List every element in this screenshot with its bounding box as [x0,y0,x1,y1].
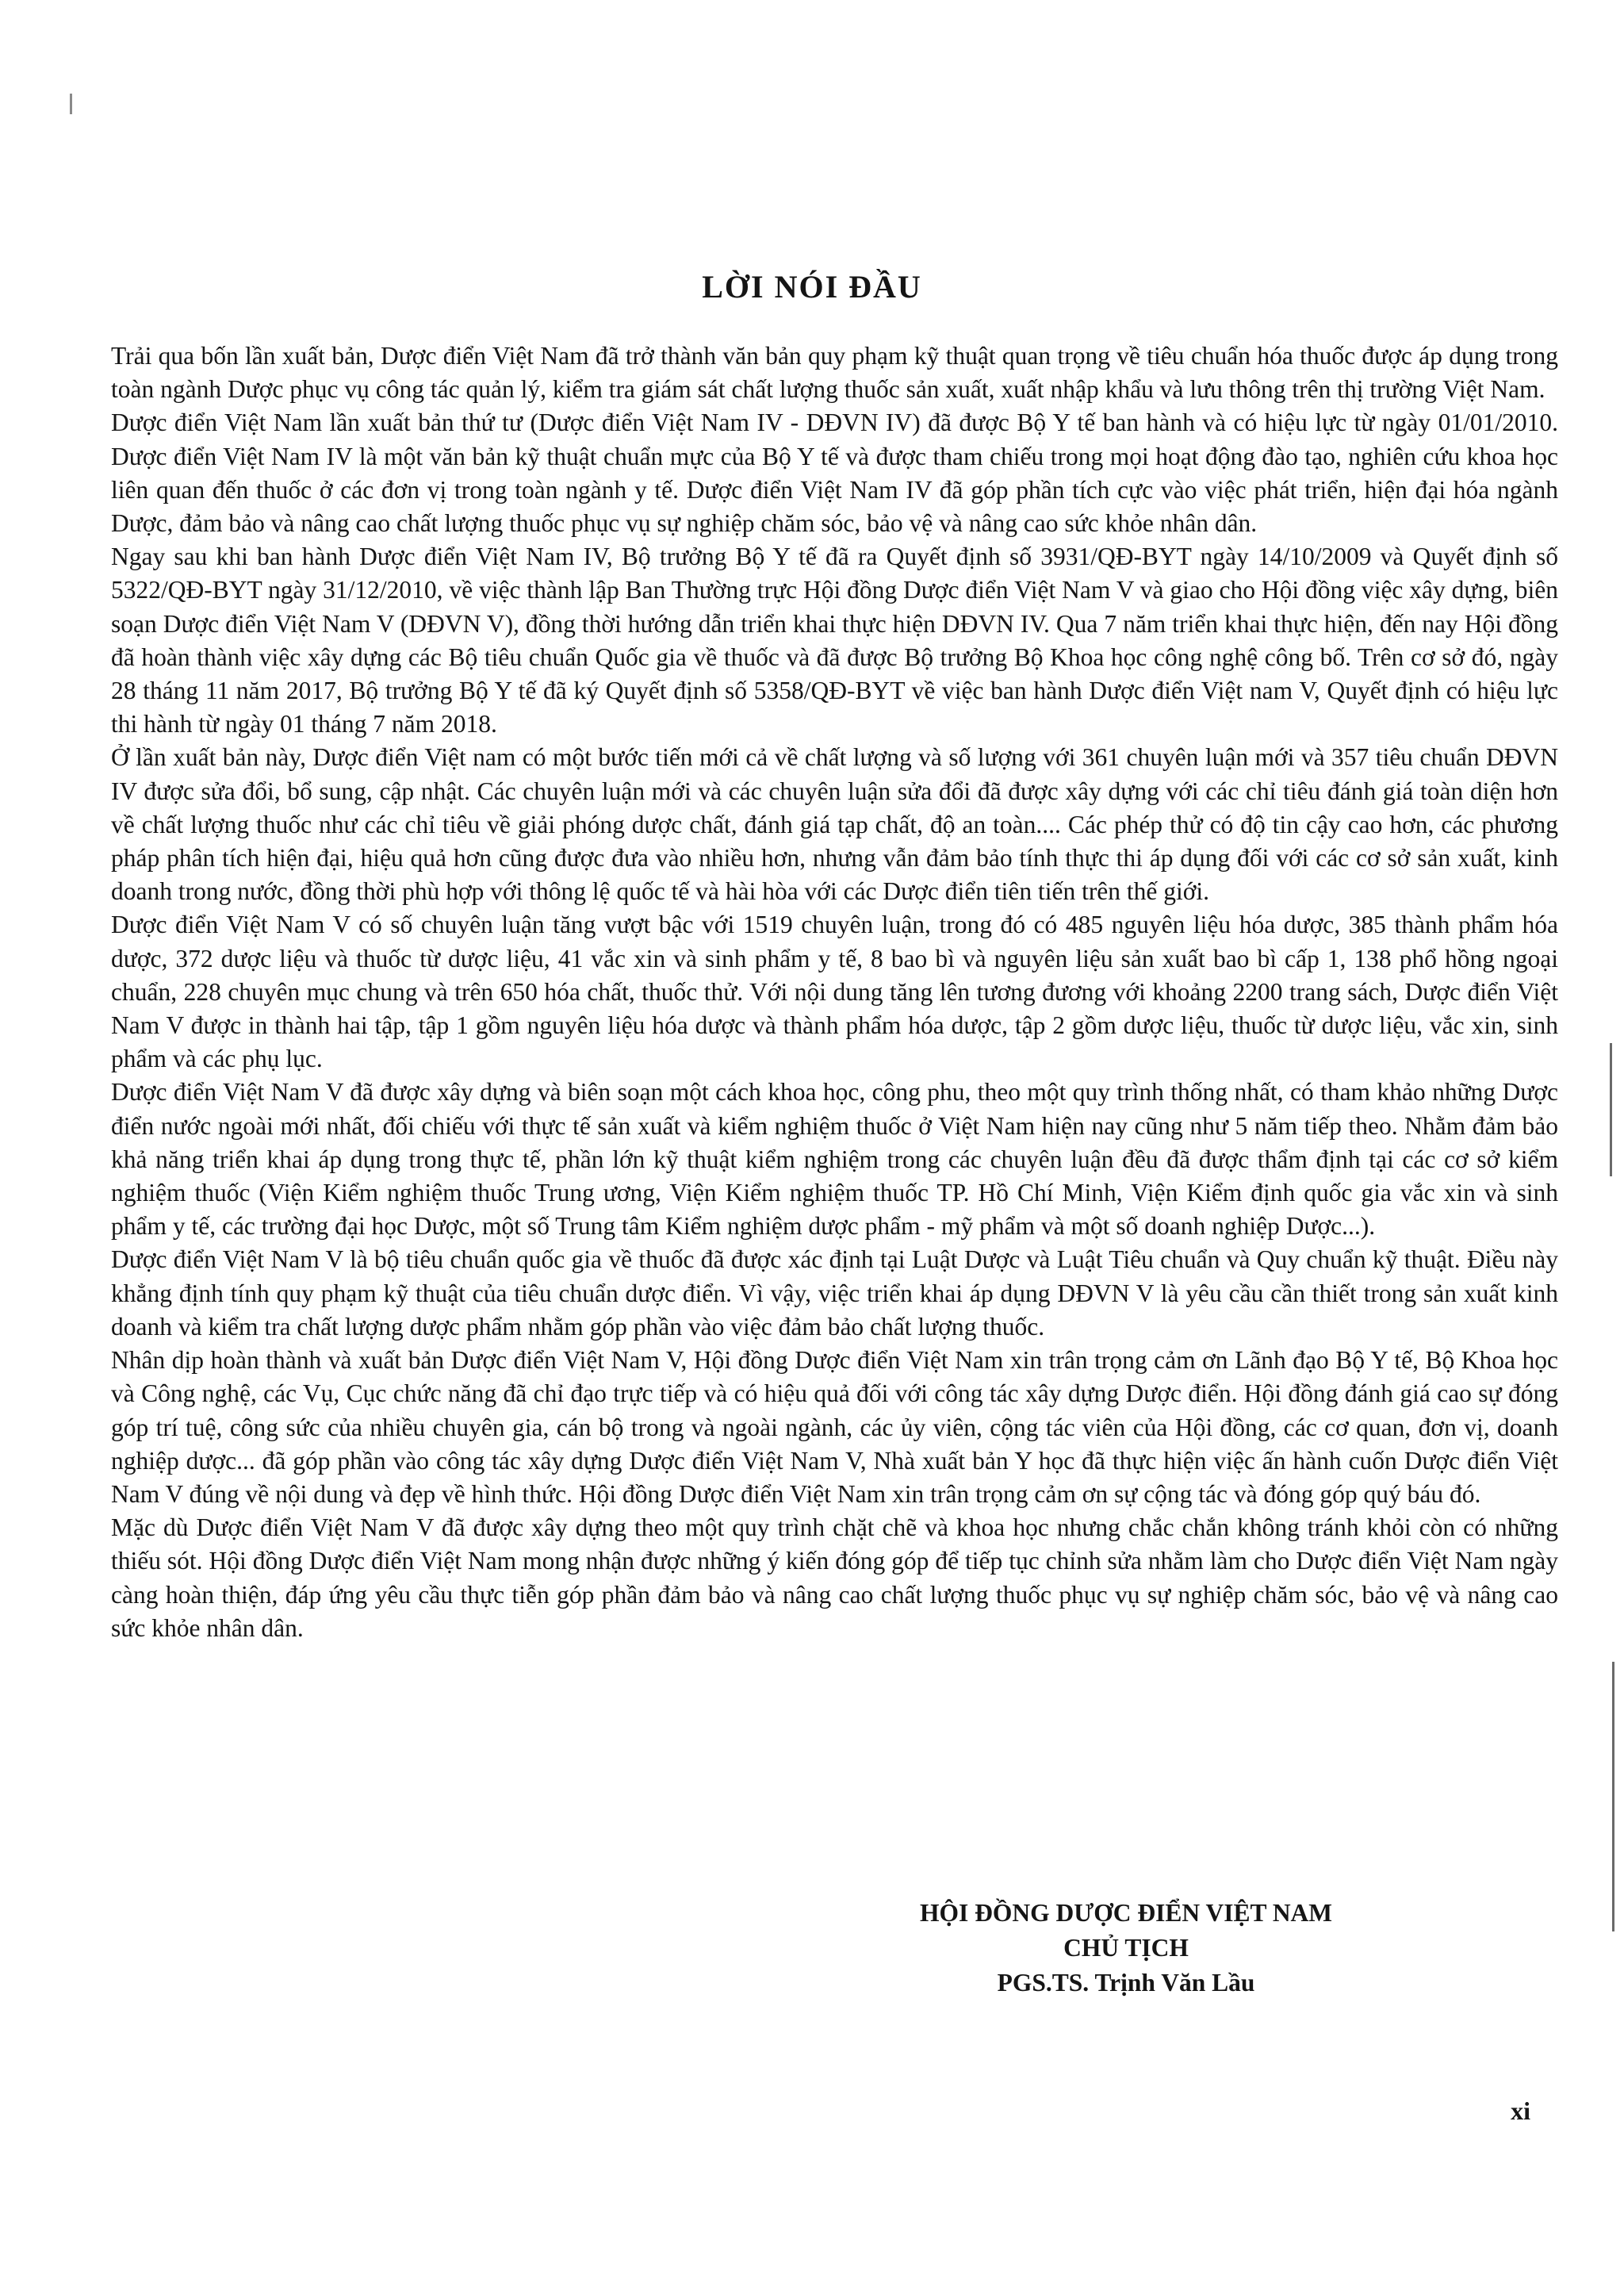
page-title: LỜI NÓI ĐẦU [702,269,922,305]
paragraph: Dược điển Việt Nam V đã được xây dựng và biên soạn một cách khoa học, công phu, theo một quy trình thống nhất, có tham khảo những Dược điển nước ngoài mới nhất, đối chiếu với thực tế sản xuất và kiểm nghiệm thuốc ở Việt Nam hiện nay cũng như 5 năm tiếp theo. Nhằm đảm bảo khả năng triển khai áp dụng trong thực tế, phần lớn kỹ thuật kiểm nghiệm trong các chuyên luận đều đã được thẩm định tại các cơ sở kiểm nghiệm thuốc (Viện Kiểm nghiệm thuốc Trung ương, Viện Kiểm nghiệm thuốc TP. Hồ Chí Minh, Viện Kiểm định quốc gia vắc xin và sinh phẩm y tế, các trường đại học Dược, một số Trung tâm Kiểm nghiệm dược phẩm - mỹ phẩm và một số doanh nghiệp Dược...). [111,1078,1558,1241]
paragraph: Trải qua bốn lần xuất bản, Dược điển Việt Nam đã trở thành văn bản quy phạm kỹ thuật quan trọng về tiêu chuẩn hóa thuốc được áp dụng trong toàn ngành Dược phục vụ công tác quản lý, kiểm tra giám sát chất lượng thuốc sản xuất, xuất nhập khẩu và lưu thông trên thị trường Việt Nam. [111,342,1558,404]
paragraph: Nhân dịp hoàn thành và xuất bản Dược điển Việt Nam V, Hội đồng Dược điển Việt Nam xin trân trọng cảm ơn Lãnh đạo Bộ Y tế, Bộ Khoa học và Công nghệ, các Vụ, Cục chức năng đã chỉ đạo trực tiếp và có hiệu quả đối với công tác xây dựng Dược điển. Hội đồng đánh giá cao sự đóng góp trí tuệ, công sức của nhiều chuyên gia, cán bộ trong và ngoài ngành, các ủy viên, cộng tác viên của Hội đồng, các cơ quan, đơn vị, doanh nghiệp dược... đã góp phần vào công tác xây dựng Dược điển Việt Nam V, Nhà xuất bản Y học đã thực hiện việc ấn hành cuốn Dược điển Việt Nam V đúng về nội dung và đẹp về hình thức. Hội đồng Dược điển Việt Nam xin trân trọng cảm ơn sự cộng tác và đóng góp quý báu đó. [111,1346,1558,1508]
paragraph: Mặc dù Dược điển Việt Nam V đã được xây dựng theo một quy trình chặt chẽ và khoa học nhưng chắc chắn không tránh khỏi còn có những thiếu sót. Hội đồng Dược điển Việt Nam mong nhận được những ý kiến đóng góp để tiếp tục chỉnh sửa nhằm làm cho Dược điển Việt Nam ngày càng hoàn thiện, đáp ứng yêu cầu thực tiễn góp phần đảm bảo và nâng cao chất lượng thuốc phục vụ sự nghiệp chăm sóc, bảo vệ và nâng cao sức khỏe nhân dân. [111,1513,1558,1642]
paragraph: Dược điển Việt Nam lần xuất bản thứ tư (Dược điển Việt Nam IV - DĐVN IV) đã được Bộ Y tế ban hành và có hiệu lực từ ngày 01/01/2010. Dược điển Việt Nam IV là một văn bản kỹ thuật chuẩn mực của Bộ Y tế và được tham chiếu trong mọi hoạt động đào tạo, nghiên cứu khoa học liên quan đến thuốc ở các đơn vị trong toàn ngành y tế. Dược điển Việt Nam IV đã góp phần tích cực vào việc phát triển, hiện đại hóa ngành Dược, đảm bảo và nâng cao chất lượng thuốc phục vụ sự nghiệp chăm sóc, bảo vệ và nâng cao sức khỏe nhân dân. [111,409,1558,538]
signature-name: PGS.TS. Trịnh Văn Lầu [997,1969,1255,1997]
page-number: xi [1511,2096,1530,2125]
signature-block [825,1896,1427,2000]
signature-organization: HỘI ĐỒNG DƯỢC ĐIỂN VIỆT NAM [919,1899,1333,1927]
document-body [111,339,1558,1645]
paragraph: Dược điển Việt Nam V có số chuyên luận tăng vượt bậc với 1519 chuyên luận, trong đó có 485 nguyên liệu hóa dược, 385 thành phẩm hóa dược, 372 dược liệu và thuốc từ dược liệu, 41 vắc xin và sinh phẩm y tế, 8 bao bì và nguyên liệu sản xuất bao bì cấp 1, 138 phổ hồng ngoại chuẩn, 228 chuyên mục chung và trên 650 hóa chất, thuốc thử. Với nội dung tăng lên tương đương với khoảng 2200 trang sách, Dược điển Việt Nam V được in thành hai tập, tập 1 gồm nguyên liệu hóa dược và thành phẩm hóa dược, tập 2 gồm dược liệu, thuốc từ dược liệu, vắc xin, sinh phẩm và các phụ lục. [111,911,1558,1073]
scan-artifact [1610,1043,1612,1176]
scan-artifact [1612,1662,1614,1931]
paragraph: Ngay sau khi ban hành Dược điển Việt Nam IV, Bộ trưởng Bộ Y tế đã ra Quyết định số 3931/QĐ-BYT ngày 14/10/2009 và Quyết định số 5322/QĐ-BYT ngày 31/12/2010, về việc thành lập Ban Thường trực Hội đồng Dược điển Việt Nam V và giao cho Hội đồng việc xây dựng, biên soạn Dược điển Việt Nam V (DĐVN V), đồng thời hướng dẫn triển khai thực hiện DĐVN IV. Qua 7 năm triển khai thực hiện, đến nay Hội đồng đã hoàn thành việc xây dựng các Bộ tiêu chuẩn Quốc gia về thuốc và đã được Bộ trưởng Bộ Khoa học công nghệ công bố. Trên cơ sở đó, ngày 28 tháng 11 năm 2017, Bộ trưởng Bộ Y tế đã ký Quyết định số 5358/QĐ-BYT về việc ban hành Dược điển Việt nam V, Quyết định có hiệu lực thi hành từ ngày 01 tháng 7 năm 2018. [111,543,1558,738]
scan-artifact [70,94,72,114]
paragraph: Ở lần xuất bản này, Dược điển Việt nam có một bước tiến mới cả về chất lượng và số lượng với 361 chuyên luận mới và 357 tiêu chuẩn DĐVN IV được sửa đổi, bổ sung, cập nhật. Các chuyên luận mới và các chuyên luận sửa đổi đã được xây dựng với các chỉ tiêu đánh giá toàn diện hơn về chất lượng thuốc như các chỉ tiêu về giải phóng dược chất, đánh giá tạp chất, độ an toàn.... Các phép thử có độ tin cậy cao hơn, các phương pháp phân tích hiện đại, hiệu quả hơn cũng được đưa vào nhiều hơn, nhưng vẫn đảm bảo tính thực thi áp dụng đối với các cơ sở sản xuất, kinh doanh trong nước, đồng thời phù hợp với thông lệ quốc tế và hài hòa với các Dược điển tiên tiến trên thế giới. [111,743,1558,906]
signature-position: CHỦ TỊCH [1063,1934,1189,1962]
paragraph: Dược điển Việt Nam V là bộ tiêu chuẩn quốc gia về thuốc đã được xác định tại Luật Dược và Luật Tiêu chuẩn và Quy chuẩn kỹ thuật. Điều này khẳng định tính quy phạm kỹ thuật của tiêu chuẩn dược điển. Vì vậy, việc triển khai áp dụng DĐVN V là yêu cầu cần thiết trong sản xuất kinh doanh và kiểm tra chất lượng dược phẩm nhằm góp phần vào việc đảm bảo chất lượng thuốc. [111,1245,1558,1341]
